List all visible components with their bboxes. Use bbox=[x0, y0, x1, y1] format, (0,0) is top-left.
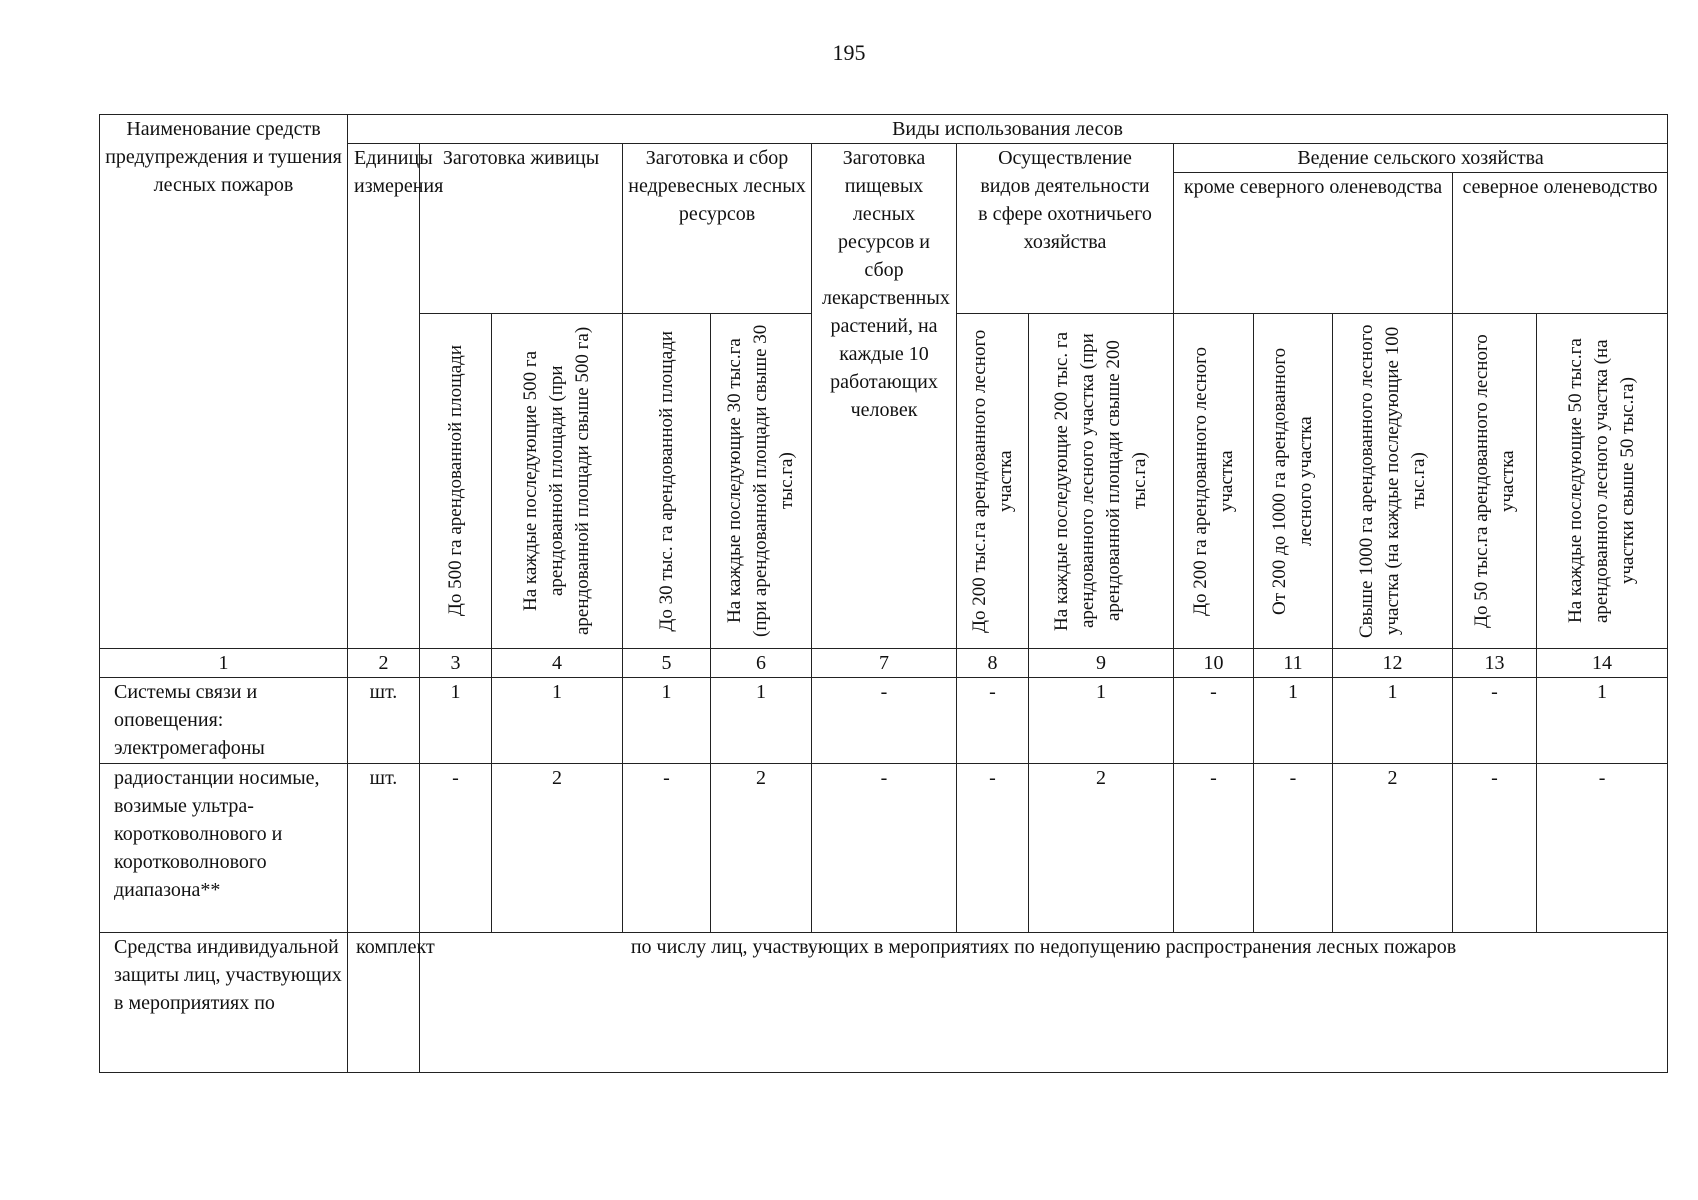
subheader-col12-text: Свыше 1000 га арендованного лесного участка (на каждые последующие 100 тыс.га) bbox=[1355, 324, 1429, 638]
table-cell: 2 bbox=[1333, 764, 1453, 933]
table-cell: 1 bbox=[1254, 678, 1333, 764]
subheader-col5-text: До 30 тыс. га арендованной площади bbox=[655, 330, 677, 632]
header-name-column: Наименование средств предупреждения и тушения лесных пожаров bbox=[100, 115, 348, 649]
table-cell: 1 bbox=[1029, 678, 1174, 764]
subheader-col14-text: На каждые последующие 50 тыс.га арендованного лесного участка (на участки свыше 50 тыс.га) bbox=[1565, 338, 1639, 624]
table-row bbox=[100, 764, 1668, 933]
table-cell: 2 bbox=[492, 764, 623, 933]
subheader-col4 bbox=[492, 314, 623, 649]
header-resin: Заготовка живицы bbox=[420, 144, 623, 314]
table-row bbox=[100, 933, 1668, 1073]
row-name: радиостанции носимые, возимые ультра-коротковолнового и коротковолнового диапазона** bbox=[100, 764, 348, 933]
column-number: 12 bbox=[1333, 649, 1453, 678]
table-cell: - bbox=[812, 764, 957, 933]
subheader-col8 bbox=[957, 314, 1029, 649]
header-food-resources: Заготовка пищевых лесных ресурсов и сбор лекарственных растений, на каждые 10 работающих человек bbox=[812, 144, 957, 649]
row-unit: шт. bbox=[348, 764, 420, 933]
column-number: 5 bbox=[623, 649, 711, 678]
row-unit: шт. bbox=[348, 678, 420, 764]
subheader-col12 bbox=[1333, 314, 1453, 649]
table-cell: - bbox=[957, 678, 1029, 764]
subheader-col14 bbox=[1537, 314, 1668, 649]
row-unit: комплект bbox=[348, 933, 420, 1073]
subheader-col11 bbox=[1254, 314, 1333, 649]
table-cell: 1 bbox=[492, 678, 623, 764]
table-cell: - bbox=[1453, 678, 1537, 764]
subheader-col13 bbox=[1453, 314, 1537, 649]
table-cell: - bbox=[623, 764, 711, 933]
table-cell: 1 bbox=[711, 678, 812, 764]
subheader-col6 bbox=[711, 314, 812, 649]
header-agriculture: Ведение сельского хозяйства bbox=[1174, 144, 1668, 173]
column-number: 10 bbox=[1174, 649, 1254, 678]
column-number: 11 bbox=[1254, 649, 1333, 678]
row-name: Системы связи и оповещения: электромегафоны bbox=[100, 678, 348, 764]
header-unit-column: Единицы измерения bbox=[348, 144, 420, 649]
column-number: 4 bbox=[492, 649, 623, 678]
subheader-col3 bbox=[420, 314, 492, 649]
column-number: 1 bbox=[100, 649, 348, 678]
column-number: 9 bbox=[1029, 649, 1174, 678]
column-number: 3 bbox=[420, 649, 492, 678]
table-cell: - bbox=[957, 764, 1029, 933]
subheader-col6-text: На каждые последующие 30 тыс.га (при арендованной площади свыше 30 тыс.га) bbox=[724, 324, 797, 638]
subheader-col13-text: До 50 тыс.га арендованного лесного участка bbox=[1470, 334, 1518, 628]
subheader-col5 bbox=[623, 314, 711, 649]
subheader-col10-text: До 200 га арендованного лесного участка bbox=[1189, 346, 1237, 616]
table-cell: 2 bbox=[1029, 764, 1174, 933]
header-reindeer: северное оленеводство bbox=[1453, 173, 1668, 314]
table-cell: 1 bbox=[420, 678, 492, 764]
table-cell: 1 bbox=[1333, 678, 1453, 764]
column-number: 7 bbox=[812, 649, 957, 678]
column-number: 13 bbox=[1453, 649, 1537, 678]
subheader-col4-text: На каждые последующие 500 га арендованной площади (при арендованной площади свыше 500 га) bbox=[520, 326, 593, 636]
subheader-col3-text: До 500 га арендованной площади bbox=[444, 345, 466, 617]
subheader-col10 bbox=[1174, 314, 1254, 649]
header-forest-use: Виды использования лесов bbox=[348, 115, 1668, 144]
forest-fire-equipment-table bbox=[99, 114, 1668, 1073]
header-nonwood: Заготовка и сбор недревесных лесных ресурсов bbox=[623, 144, 812, 314]
subheader-col9-text: На каждые последующие 200 тыс. га арендованного лесного участка (при арендованной площади свыше 200 тыс.га) bbox=[1051, 331, 1150, 631]
column-number: 2 bbox=[348, 649, 420, 678]
column-number: 14 bbox=[1537, 649, 1668, 678]
header-non-reindeer: кроме северного оленеводства bbox=[1174, 173, 1453, 314]
table-cell: 2 bbox=[711, 764, 812, 933]
column-number: 6 bbox=[711, 649, 812, 678]
table-row bbox=[100, 678, 1668, 764]
table-cell: 1 bbox=[623, 678, 711, 764]
table-cell: - bbox=[1254, 764, 1333, 933]
table-cell: - bbox=[1537, 764, 1668, 933]
table-cell: - bbox=[1453, 764, 1537, 933]
column-number-row bbox=[100, 649, 1668, 678]
merged-value-cell: по числу лиц, участвующих в мероприятиях по недопущению распространения лесных пожаров bbox=[420, 933, 1668, 1073]
table-cell: 1 bbox=[1537, 678, 1668, 764]
column-number: 8 bbox=[957, 649, 1029, 678]
row-name: Средства индивидуальной защиты лиц, участвующих в мероприятиях по bbox=[100, 933, 348, 1073]
table-cell: - bbox=[420, 764, 492, 933]
subheader-col11-text: От 200 до 1000 га арендованного лесного участка bbox=[1269, 347, 1316, 615]
table-cell: - bbox=[1174, 764, 1254, 933]
page-number: 195 bbox=[832, 40, 866, 65]
subheader-col9 bbox=[1029, 314, 1174, 649]
table-cell: - bbox=[812, 678, 957, 764]
table-cell: - bbox=[1174, 678, 1254, 764]
subheader-col8-text: До 200 тыс.га арендованного лесного участка bbox=[968, 329, 1016, 633]
header-hunting: Осуществление видов деятельности в сфере охотничьего хозяйства bbox=[957, 144, 1174, 314]
